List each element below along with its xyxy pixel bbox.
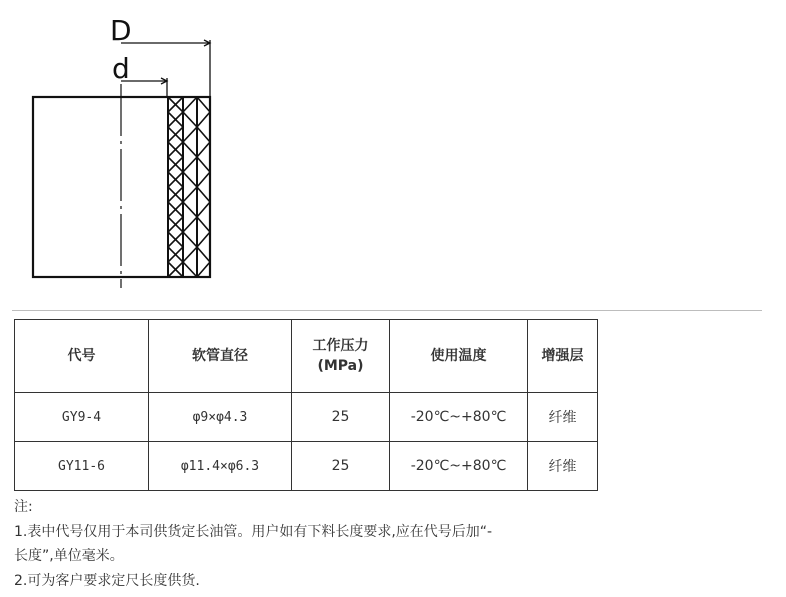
section-divider bbox=[12, 310, 762, 311]
outer-diameter-label: D bbox=[110, 14, 132, 47]
header-working-pressure-unit: (MPa) bbox=[317, 358, 364, 374]
cell-operating-temp: -20℃~+80℃ bbox=[390, 442, 528, 491]
cell-operating-temp: -20℃~+80℃ bbox=[390, 393, 528, 442]
cell-hose-diameter: φ11.4×φ6.3 bbox=[149, 442, 292, 491]
cell-code: GY9-4 bbox=[15, 393, 149, 442]
notes-section bbox=[14, 495, 594, 593]
inner-diameter-label: d bbox=[112, 52, 130, 85]
table-header-row bbox=[15, 320, 598, 393]
cell-working-pressure: 25 bbox=[292, 393, 390, 442]
cell-hose-diameter: φ9×φ4.3 bbox=[149, 393, 292, 442]
cell-reinforcement: 纤维 bbox=[528, 442, 598, 491]
table-row bbox=[15, 393, 598, 442]
inner-diameter-dimension-line bbox=[121, 78, 167, 97]
table-row bbox=[15, 442, 598, 491]
cell-working-pressure: 25 bbox=[292, 442, 390, 491]
note-1-line-1: 1.表中代号仅用于本司供货定长油管。用户如有下料长度要求,应在代号后加“- bbox=[14, 523, 493, 540]
header-code: 代号 bbox=[15, 320, 149, 393]
header-hose-diameter: 软管直径 bbox=[149, 320, 292, 393]
header-working-pressure-label: 工作压力 bbox=[312, 338, 369, 354]
header-operating-temp: 使用温度 bbox=[390, 320, 528, 393]
notes-title: 注: bbox=[14, 499, 33, 515]
header-reinforcement: 增强层 bbox=[528, 320, 598, 393]
hose-spec-table bbox=[14, 319, 598, 491]
cell-reinforcement: 纤维 bbox=[528, 393, 598, 442]
note-2: 2.可为客户要求定尺长度供货. bbox=[14, 572, 200, 589]
cell-code: GY11-6 bbox=[15, 442, 149, 491]
outer-diameter-dimension-line bbox=[121, 40, 210, 97]
header-working-pressure bbox=[292, 320, 390, 393]
braid-pattern bbox=[168, 97, 210, 277]
note-1-line-2: 长度”,单位毫米。 bbox=[14, 548, 124, 564]
